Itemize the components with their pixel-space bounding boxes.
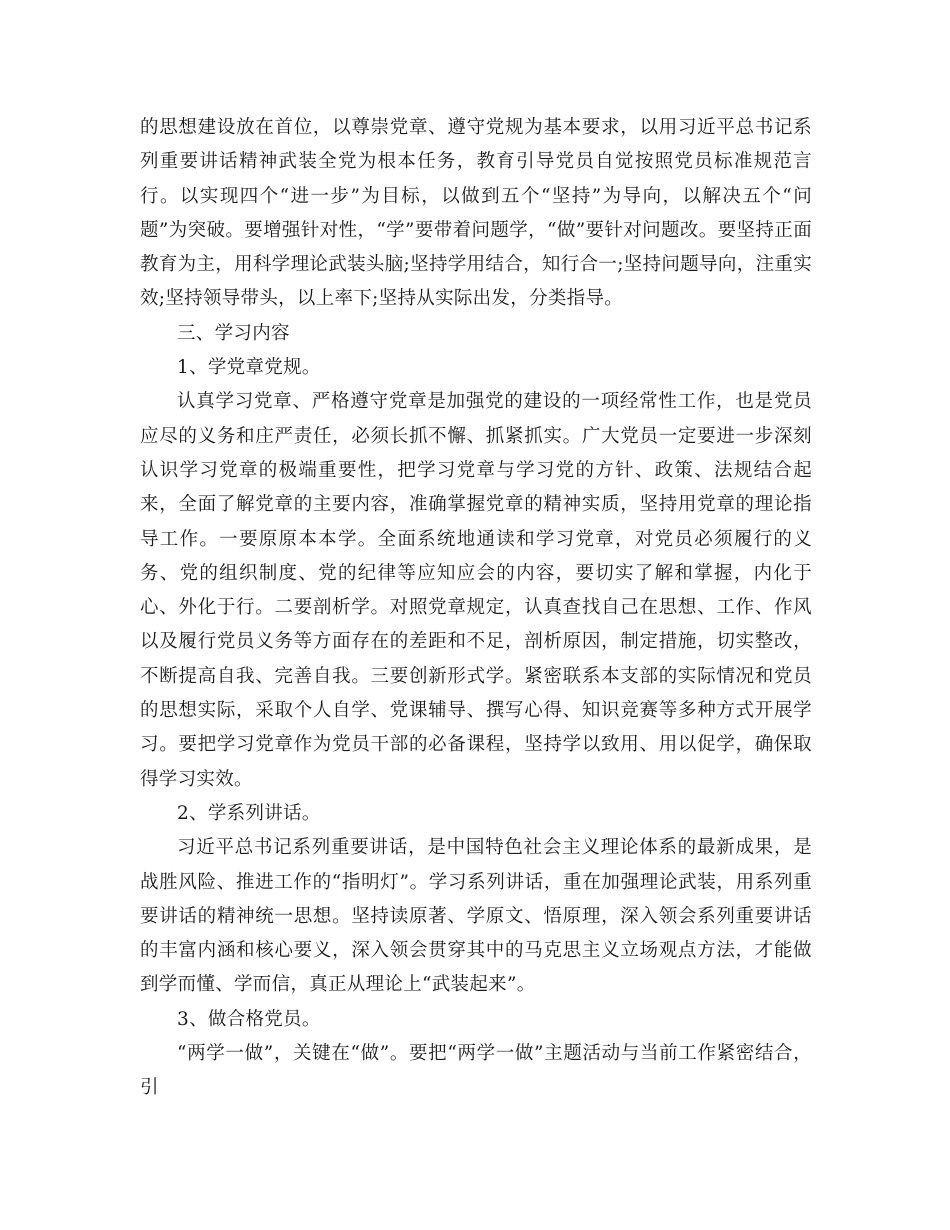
paragraph-party-constitution: 认真学习党章、严格遵守党章是加强党的建设的一项经常性工作，也是党员应尽的义务和庄严责任，必须长抓不懈、抓紧抓实。广大党员一定要进一步深刻认识学习党章的极端重要性，把学习党章与学习党的方针、政策、法规结合起来，全面了解党章的主要内容，准确掌握党章的精神实质，坚持用党章的理论指导工作。一要原原本本学。全面系统地通读和学习党章，对党员必须履行的义务、党的组织制度、党的纪律等应知应会的内容，要切实了解和掌握，内化于心、外化于行。二要剖析学。对照党章规定，认真查找自己在思想、工作、作风以及履行党员义务等方面存在的差距和不足，剖析原因，制定措施，切实整改，不断提高自我、完善自我。三要创新形式学。紧密联系本支部的实际情况和党员的思想实际，采取个人自学、党课辅导、撰写心得、知识竞赛等多种方式开展学习。要把学习党章作为党员干部的必备课程，坚持学以致用、用以促学，确保取得学习实效。 (140, 391, 812, 790)
subheading-qualified-member: 3、做合格党员。 (177, 1008, 321, 1030)
paragraph-speeches: 习近平总书记系列重要讲话，是中国特色社会主义理论体系的最新成果，是战胜风险、推进工作的“指明灯”。学习系列讲话，重在加强理论武装，用系列重要讲话的精神统一思想。坚持读原著、学原文、悟原理，深入领会系列重要讲话的丰富内涵和核心要义，深入领会贯穿其中的马克思主义立场观点方法，才能做到学而懂、学而信，真正从理论上“武装起来”。 (140, 837, 812, 996)
subheading-speeches: 2、学系列讲话。 (177, 802, 321, 824)
paragraph-qualified-member: “两学一做”，关键在“做”。要把“两学一做”主题活动与当前工作紧密结合，引 (140, 1043, 812, 1099)
subheading-party-constitution: 1、学党章党规。 (177, 357, 321, 379)
paragraph-continued: 的思想建设放在首位，以尊崇党章、遵守党规为基本要求，以用习近平总书记系列重要讲话精神武装全党为根本任务，教育引导党员自觉按照党员标准规范言行。以实现四个“进一步”为目标，以做到五个“坚持”为导向，以解决五个“问题”为突破。要增强针对性，“学”要带着问题学，“做”要针对问题改。要坚持正面教育为主，用科学理论武装头脑;坚持学用结合，知行合一;坚持问题导向，注重实效;坚持领导带头，以上率下;坚持从实际出发，分类指导。 (140, 117, 812, 310)
document-body (140, 111, 812, 1106)
section-heading-study-content: 三、学习内容 (177, 322, 290, 344)
